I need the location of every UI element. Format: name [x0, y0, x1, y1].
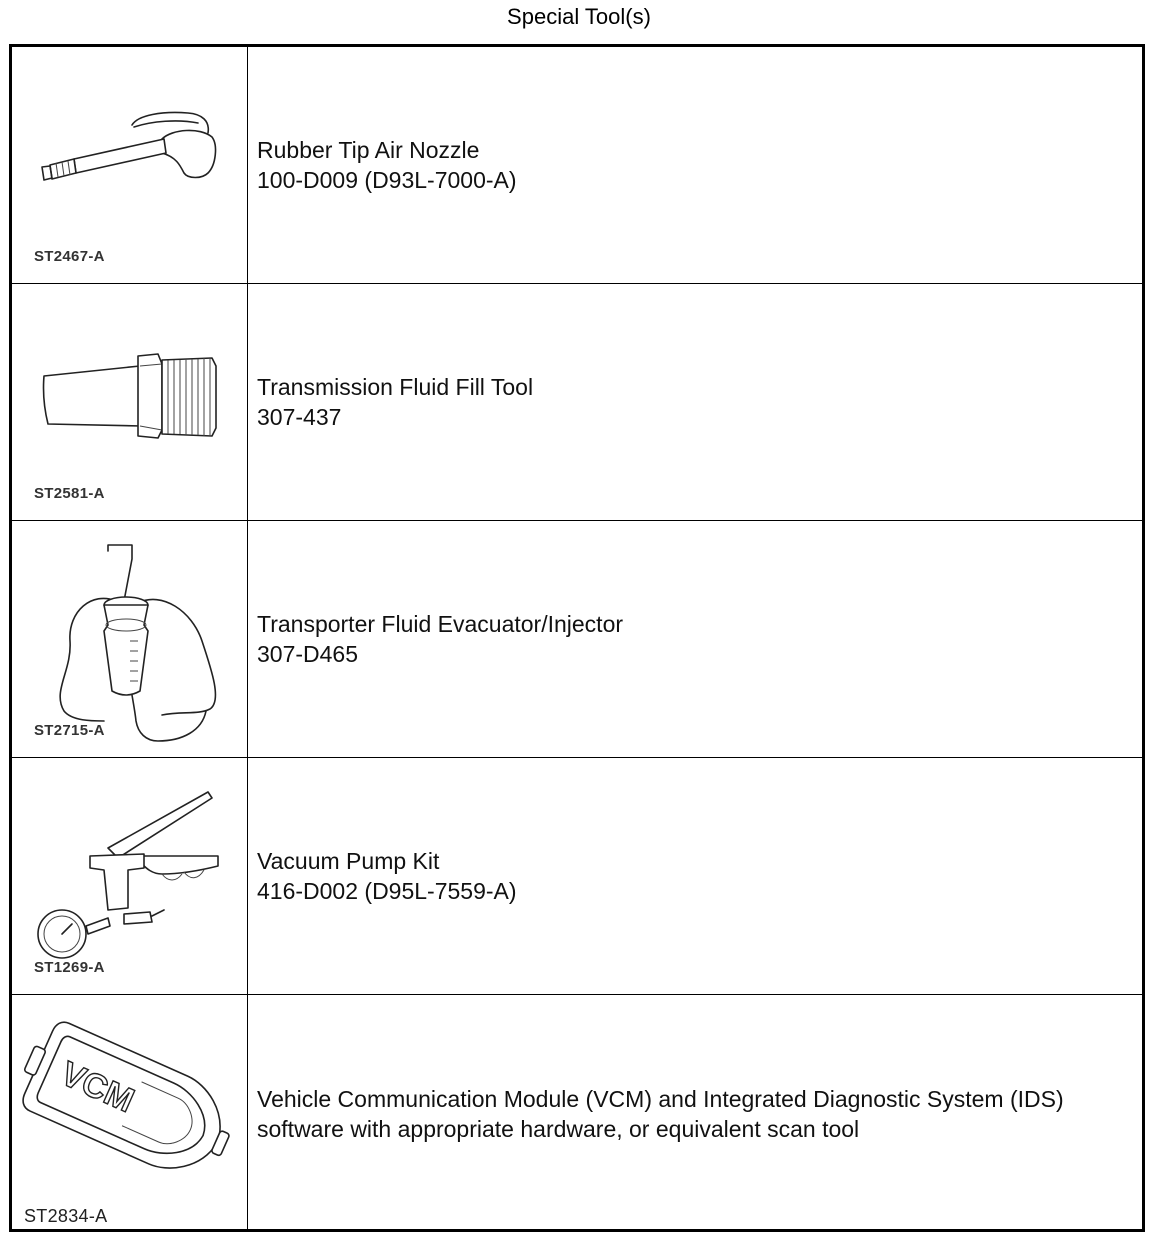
vcm-label: VCM: [55, 1054, 140, 1121]
table-row: [12, 758, 1142, 995]
table-row: [12, 47, 1142, 284]
table-row: [12, 521, 1142, 758]
special-tools-table: [9, 44, 1145, 1232]
tool-description: [257, 521, 1137, 757]
tool-illustration-cell: [12, 758, 248, 994]
illustration-code: ST2834-A: [24, 1206, 108, 1226]
tool-description: [257, 758, 1137, 994]
tool-illustration-cell: [12, 995, 248, 1232]
tool-name: Vacuum Pump Kit: [257, 848, 440, 874]
tool-number: 307-437: [257, 404, 342, 430]
tool-description: [257, 47, 1137, 283]
tool-illustration-cell: [12, 47, 248, 283]
illustration-code: ST1269-A: [34, 959, 105, 976]
tool-description: [257, 995, 1137, 1232]
tool-name: Vehicle Communication Module (VCM) and Integrated Diagnostic System (IDS): [257, 1085, 1064, 1112]
tool-description: [257, 284, 1137, 520]
tool-number: software with appropriate hardware, or equivalent scan tool: [257, 1115, 860, 1142]
tool-illustration-cell: [12, 521, 248, 757]
illustration-code: ST2715-A: [34, 722, 105, 739]
table-row: [12, 995, 1142, 1232]
tool-name: Transmission Fluid Fill Tool: [257, 374, 534, 400]
illustration-code: ST2581-A: [34, 485, 105, 502]
tool-illustration-cell: [12, 284, 248, 520]
page-title: Special Tool(s): [507, 4, 651, 29]
illustration-code: ST2467-A: [34, 248, 105, 265]
table-row: [12, 284, 1142, 521]
tool-number: 100-D009 (D93L-7000-A): [257, 167, 517, 193]
tool-number: 416-D002 (D95L-7559-A): [257, 878, 517, 904]
tool-number: 307-D465: [257, 641, 359, 667]
vcm-module-icon: [12, 995, 248, 1231]
tool-name: Rubber Tip Air Nozzle: [257, 137, 480, 163]
tool-name: Transporter Fluid Evacuator/Injector: [257, 611, 624, 637]
